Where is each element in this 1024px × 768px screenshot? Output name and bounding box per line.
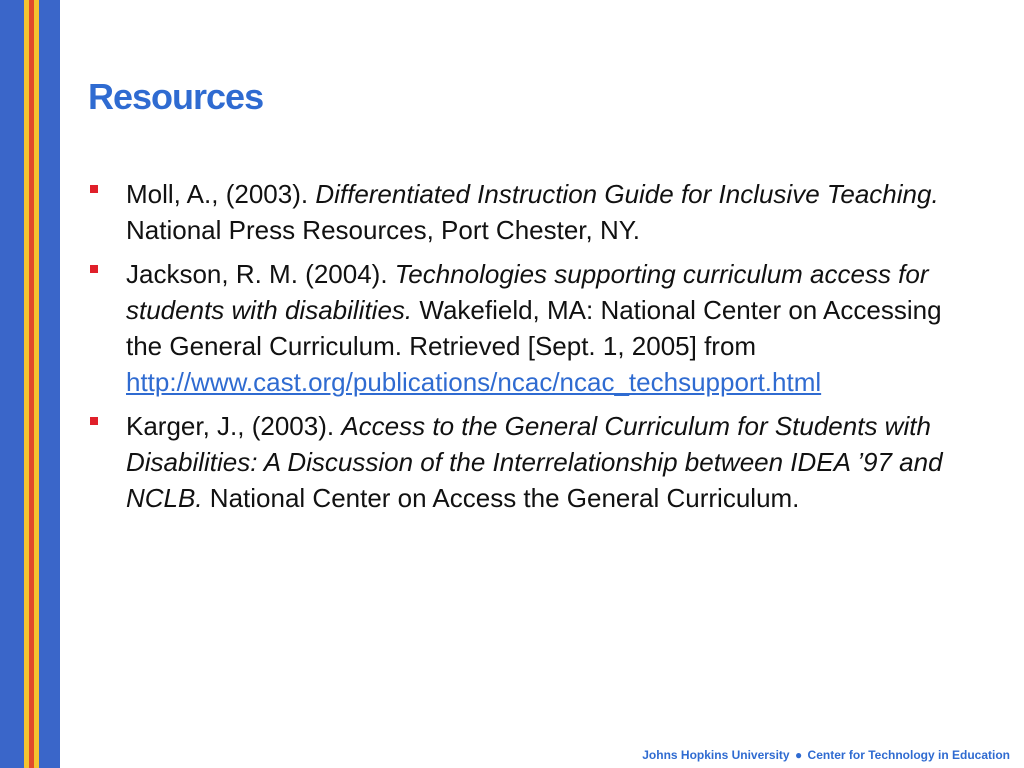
reference-publisher: Wakefield, MA: National Center on Accessing the General Curriculum. Retrieved [Sept. 1, 2005] from (126, 295, 942, 361)
reference-publisher: National Press Resources, Port Chester, NY. (126, 215, 640, 245)
reference-jackson (88, 256, 948, 400)
reference-title: Technologies supporting curriculum access for students with disabilities. (126, 259, 929, 325)
footer-center: Center for Technology in Education (807, 748, 1010, 762)
reference-link[interactable]: http://www.cast.org/publications/ncac/ncac_techsupport.html (126, 367, 822, 397)
stripe-blue-right (39, 0, 60, 768)
reference-title: Access to the General Curriculum for Students with Disabilities: A Discussion of the Interrelationship between IDEA ’97 and NCLB. (126, 411, 943, 513)
footer-separator-icon: ● (794, 748, 803, 762)
footer-university: Johns Hopkins University (642, 748, 790, 762)
reference-author-date: Jackson, R. M. (2004). (126, 259, 395, 289)
reference-author-date: Moll, A., (2003). (126, 179, 316, 209)
reference-karger (88, 408, 948, 516)
footer (642, 748, 1010, 762)
reference-author-date: Karger, J., (2003). (126, 411, 342, 441)
bullet-icon (90, 185, 98, 193)
left-stripe-decoration (0, 0, 60, 768)
bullet-icon (90, 417, 98, 425)
reference-moll (88, 176, 948, 248)
reference-publisher: National Center on Access the General Curriculum. (202, 483, 800, 513)
reference-list (88, 176, 948, 524)
reference-title: Differentiated Instruction Guide for Inclusive Teaching. (315, 179, 939, 209)
bullet-icon (90, 265, 98, 273)
stripe-blue-left (0, 0, 24, 768)
slide-title: Resources (88, 76, 264, 117)
